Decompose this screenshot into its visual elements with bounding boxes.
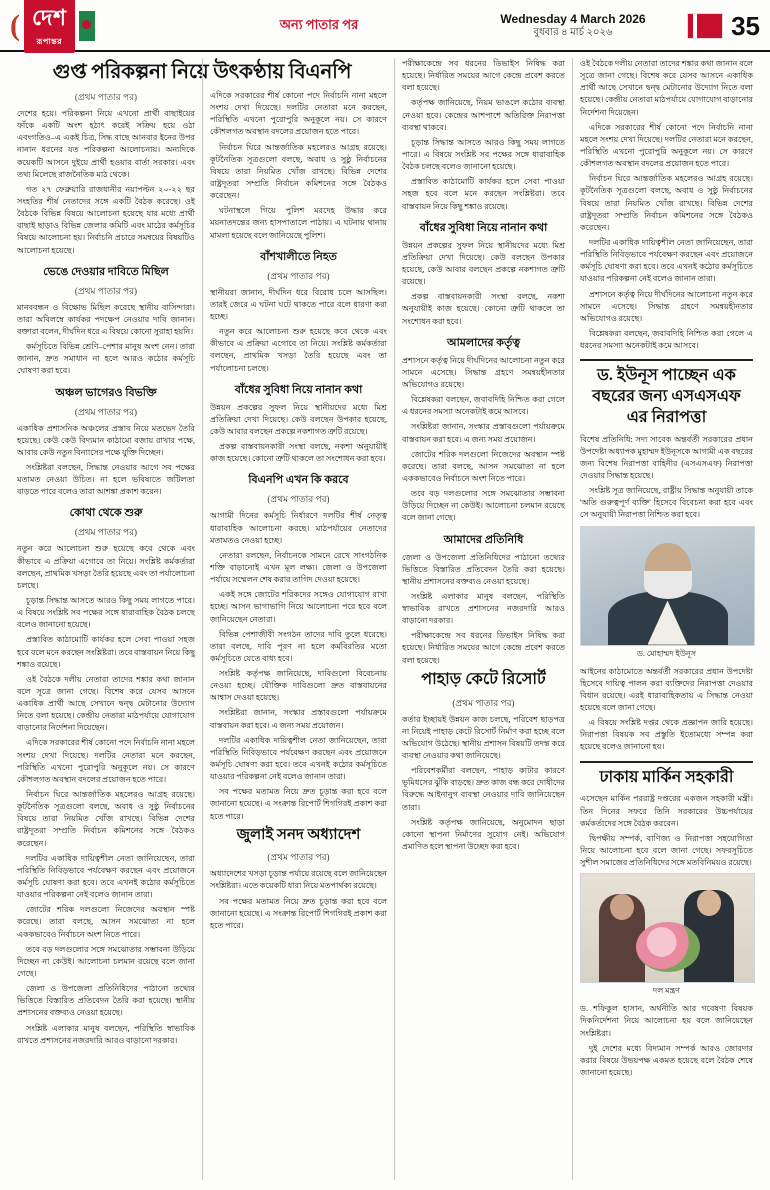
- sub-paragraph: আগামী দিনের কর্মসূচি নির্ধারণে দলটির শীর্ষ নেতৃত্ব ধারাবাহিক আলোচনা করছে। মাঠপর্যায়ের নেতাদের মতামতও নেওয়া হচ্ছে।: [210, 511, 387, 545]
- block-paragraph: সংশ্লিষ্টরা জানান, সংস্কার প্রস্তাবগুলো পর্যায়ক্রমে বাস্তবায়ন করা হবে। এ জন্য সময় প্রয়োজন।: [210, 708, 387, 730]
- subhead: বিএনপি এখন কি করবে: [248, 474, 349, 487]
- yunus-paragraph: বিশেষ প্রতিনিধি: সদ্য সাবেক অন্তর্বর্তী সরকারের প্রধান উপদেষ্টা অধ্যাপক মুহাম্মদ ইউনূসকে আগামী এক বছরের জন্য বিশেষ নিরাপত্তা বাহিনীর (এসএসএফ) নিরাপত্তা দেওয়ার সিদ্ধান্ত হয়েছে।: [580, 434, 753, 481]
- us-photo-caption: দল মন্ত্রণ: [653, 986, 680, 996]
- hill-resort-headline: পাহাড় কেটে রিসোর্ট: [421, 670, 546, 688]
- us-paragraph: এসেছেন মার্কিন পররাষ্ট্র দপ্তরের একজন সহকারী মন্ত্রী। তিন দিনের সফরে তিনি সরকারের উচ্চপর্যায়ের কর্মকর্তাদের সঙ্গে বৈঠক করবেন।: [580, 794, 753, 828]
- july-charter-headline: জুলাই সনদ অধ্যাদেশ: [236, 826, 361, 843]
- section-label: অন্য পাতার পর: [279, 16, 359, 32]
- sub-paragraph: ঘটনাস্থলে গিয়ে পুলিশ মরদেহ উদ্ধার করে ময়নাতদন্তের জন্য হাসপাতালে পাঠায়। এ ঘটনায় থানায় মামলা হয়েছে বলে জানিয়েছে পুলিশ।: [210, 206, 387, 240]
- block-paragraph: বিশ্লেষকরা বলছেন, জবাবদিহি নিশ্চিত করা গেলে এ ধরনের সমস্যা অনেকটাই কমে আসবে।: [580, 328, 753, 351]
- sub-paragraph: বিভিন্ন পেশাজীবী সংগঠন তাদের দাবি তুলে ধরেছে। তারা বলছে, দাবি পূরণ না হলে কর্মবিরতির মতো কর্মসূচিতে যেতে বাধ্য হবে।: [210, 629, 387, 663]
- lead-paragraph: এদিকে সরকারের শীর্ষ কোনো পদে নির্বাচনি নানা মহলে সংশয় দেখা দিয়েছে। দলটির নেতারা মনে করছেন, পরিস্থিতি এখনো পুরোপুরি অনুকূলে নয়। সে কারণে কৌশলগত অবস্থান বদলের প্রয়োজন হতে পারে।: [210, 91, 387, 137]
- subhead-jump: (প্রথম পাতার পর): [452, 697, 515, 708]
- sub-paragraph: সব পক্ষের মতামত নিয়ে দ্রুত চূড়ান্ত করা হবে বলে জানানো হয়েছে। এ সংক্রান্ত রিপোর্ট শিগগিরই প্রকাশ করা হতে পারে।: [210, 787, 387, 821]
- column-2: [202, 58, 394, 1180]
- block-paragraph: পরীক্ষাকেন্দ্রে সব ধরনের ডিভাইস নিষিদ্ধ করা হয়েছে। নির্ধারিত সময়ের আগে কেন্দ্রে প্রবেশ করতে বলা হয়েছে।: [402, 631, 565, 665]
- page-number: 35: [731, 10, 760, 41]
- yunus-photo-caption: ড. মোহাম্মদ ইউনূস: [636, 648, 696, 658]
- sub-paragraph: একাধিক প্রশাসনিক অঞ্চলের প্রস্তাব নিয়ে মতভেদ তৈরি হয়েছে। কেউ কেউ বিদ্যমান কাঠামো বজায় রাখার পক্ষে, আবার কেউ নতুন বিন্যাসের পক্ষে যুক্তি দিচ্ছেন।: [17, 423, 195, 457]
- subhead: অঞ্চল ভাগেরও বিভক্তি: [55, 386, 157, 399]
- sub-paragraph: জেলা ও উপজেলা প্রতিনিধিদের পাঠানো তথ্যের ভিত্তিতে বিস্তারিত প্রতিবেদন তৈরি করা হয়েছে। স্থানীয় প্রশাসনের বক্তব্যও নেওয়া হয়েছে।: [402, 552, 565, 586]
- us-official-headline: ঢাকায় মার্কিন সহকারী: [599, 768, 734, 786]
- lead-jump-note: (প্রথম পাতার পর): [74, 92, 138, 102]
- newspaper-logo[interactable]: [10, 0, 160, 53]
- subhead-jump: (প্রথম পাতার পর): [267, 270, 330, 281]
- lead-paragraph: নির্বাচন ঘিরে আন্তর্জাতিক মহলেরও আগ্রহ রয়েছে। কূটনৈতিক সূত্রগুলো বলছে, অবাধ ও সুষ্ঠু নির্বাচনের বিষয়ে তারা নিয়মিত খোঁজ রাখছে। বিভিন্ন দেশের রাষ্ট্রদূতরা সম্প্রতি নির্বাচন কমিশনের সঙ্গে বৈঠকও করেছেন।: [210, 142, 387, 201]
- sub-paragraph: সংশ্লিষ্ট এলাকার মানুষ বলছেন, পরিস্থিতি স্বাভাবিক রাখতে প্রশাসনের নজরদারি আরও বাড়ানো দরকার।: [402, 591, 565, 626]
- subhead-jump: (প্রথম পাতার পর): [74, 406, 138, 417]
- lead-paragraph: এদিকে সরকারের শীর্ষ কোনো পদে নির্বাচনি নানা মহলে সংশয় দেখা দিয়েছে। দলটির নেতারা মনে করছেন, পরিস্থিতি এখনো পুরোপুরি অনুকূলে নয়। সে কারণে কৌশলগত অবস্থান বদলের প্রয়োজন হতে পারে।: [580, 122, 753, 169]
- block-paragraph: বিশ্লেষকরা বলছেন, জবাবদিহি নিশ্চিত করা গেলে এ ধরনের সমস্যা অনেকটাই কমে আসবে।: [402, 395, 565, 417]
- photo-flower-bouquet: [636, 922, 700, 972]
- page-number-block: [668, 11, 760, 42]
- sub-paragraph: চূড়ান্ত সিদ্ধান্ত আসতে আরও কিছু সময় লাগতে পারে। এ বিষয়ে সংশ্লিষ্ট সব পক্ষের সঙ্গে ধারাবাহিক বৈঠক চলছে বলেও জানানো হয়েছে।: [402, 137, 565, 172]
- yunus-paragraph: আইনের কাঠামোতে অন্তর্বর্তী সরকারের প্রধান উপদেষ্টা হিসেবে দায়িত্ব পালন করা ব্যক্তিদের নিরাপত্তা দেওয়ার বিধান রয়েছে। এরই ধারাবাহিকতায় এ সিদ্ধান্ত নেওয়া হয়েছে বলে জানা গেছে।: [580, 666, 753, 713]
- subhead: বাঁশখালীতে নিহত: [260, 250, 337, 263]
- lead-paragraph: নির্বাচন ঘিরে আন্তর্জাতিক মহলেরও আগ্রহ রয়েছে। কূটনৈতিক সূত্রগুলো বলছে, অবাধ ও সুষ্ঠু নির্বাচনের বিষয়ে তারা নিয়মিত খোঁজ রাখছে। বিভিন্ন দেশের রাষ্ট্রদূতরা সম্প্রতি নির্বাচন কমিশনের সঙ্গে বৈঠকও করেছেন।: [17, 790, 195, 848]
- sub-paragraph: মানববন্ধন ও বিক্ষোভ মিছিল করেছে স্থানীয় বাসিন্দারা। তারা অবিলম্বে কার্যকর পদক্ষেপ নেওয়ার দাবি জানান। বক্তারা বলেন, দীর্ঘদিন ধরে এ বিষয়ে কোনো সুরাহা হয়নি।: [17, 302, 195, 336]
- lead-paragraph: দলটির একাধিক দায়িত্বশীল নেতা জানিয়েছেন, তারা পরিস্থিতি নিবিড়ভাবে পর্যবেক্ষণ করছেন এবং প্রয়োজনে কর্মসূচি ঘোষণা করা হবে। তবে এখনই কঠোর কর্মসূচিতে যাওয়ার পরিকল্পনা নেই বলেও জানান তারা।: [210, 735, 387, 782]
- us-bottom-paragraph: দুই দেশের মধ্যে বিদ্যমান সম্পর্ক আরও জোরদার করার বিষয়ে উভয়পক্ষ একমত হয়েছে বলে বৈঠক শেষে জানানো হয়েছে।: [580, 1043, 753, 1077]
- sub-paragraph: কর্মসূচিতে বিভিন্ন শ্রেণি–পেশার মানুষ অংশ নেন। তারা জানান, দ্রুত সমাধান না হলে আরও কঠোর কর্মসূচি ঘোষণা করা হবে।: [17, 342, 195, 376]
- sub-paragraph: চূড়ান্ত সিদ্ধান্ত আসতে আরও কিছু সময় লাগতে পারে। এ বিষয়ে সংশ্লিষ্ট সব পক্ষের সঙ্গে ধারাবাহিক বৈঠক চলছে বলেও জানানো হয়েছে।: [17, 595, 195, 630]
- section-divider: [580, 359, 753, 361]
- sub-paragraph: অধ্যাদেশের খসড়া চূড়ান্ত পর্যায়ে রয়েছে বলে জানিয়েছেন সংশ্লিষ্টরা। এতে কয়েকটি ধারা নিয়ে মতপার্থক্য রয়েছে।: [210, 869, 387, 891]
- column-3: [394, 58, 572, 1180]
- subhead: কোথা থেকে শুরু: [69, 507, 143, 520]
- subhead: আমলাদের কর্তৃত্ব: [446, 336, 521, 349]
- lead-paragraph: দেশের হয়ে। পরিকল্পনা নিয়ে এখনো প্রার্থী বাছাইয়ের ফাঁকে একটি অংশ হঠাৎ করেই সক্রিয় হয়ে ওঠা এবংগতিও–এ একই চিত্র, সিদ্ধ বাছে আনবার ইনের উপর নানান ধরনের যত পরিকল্পনা আলোচনায়। অন্যদিকে কয়েকটি আসনে দুইয়ে প্রার্থী হওয়ার বার্তা সরকার। এবং তথ্য মিলেছে রাজনৈতিক মাঠ থেকে।: [17, 109, 195, 179]
- sub-paragraph: প্রস্তাবিত কাঠামোটি কার্যকর হলে সেবা পাওয়া সহজ হবে বলে মনে করছেন সংশ্লিষ্টরা। তবে বাস্তবায়ন নিয়ে কিছু শঙ্কাও রয়েছে।: [17, 635, 195, 669]
- block-paragraph: প্রশাসনে কর্তৃত্ব নিয়ে দীর্ঘদিনের আলোচনা নতুন করে সামনে এসেছে। সিদ্ধান্ত গ্রহণে সমন্বয়হীনতার অভিযোগও রয়েছে।: [402, 355, 565, 389]
- subhead: ভেঙে দেওয়ার দাবিতে মিছিল: [43, 265, 169, 278]
- subhead: বাঁধের সুবিধা নিয়ে নানান কথা: [234, 383, 363, 396]
- date-english: Wednesday 4 March 2026: [500, 12, 646, 27]
- subhead-jump: (প্রথম পাতার পর): [267, 494, 330, 505]
- sub-paragraph: সব পক্ষের মতামত নিয়ে দ্রুত চূড়ান্ত করা হবে বলে জানানো হয়েছে। এ সংক্রান্ত রিপোর্ট শিগগিরই প্রকাশ করা হতে পারে।: [210, 896, 387, 930]
- lead-paragraph: ওই বৈঠকে দলীয় নেতারা তাদের শঙ্কার কথা জানান বলে সূত্রে জানা গেছে। বিশেষ করে যেসব আসনে একাধিক প্রার্থী আছে সেখানে দ্বন্দ্ব মেটানোর উদ্যোগ নিতে বলা হয়েছে। কেন্দ্রীয় নেতারা মাঠপর্যায়ে যোগাযোগ বাড়ানোর নির্দেশনা দিয়েছেন।: [580, 59, 753, 117]
- section-divider-2: [580, 761, 753, 763]
- subhead-jump: (প্রথম পাতার পর): [74, 527, 138, 538]
- bangladesh-flag-icon: [79, 11, 95, 41]
- block-paragraph: পরীক্ষাকেন্দ্রে সব ধরনের ডিভাইস নিষিদ্ধ করা হয়েছে। নির্ধারিত সময়ের আগে কেন্দ্রে প্রবেশ করতে বলা হয়েছে।: [402, 59, 565, 93]
- lead-paragraph: নির্বাচন ঘিরে আন্তর্জাতিক মহলেরও আগ্রহ রয়েছে। কূটনৈতিক সূত্রগুলো বলছে, অবাধ ও সুষ্ঠু নির্বাচনের বিষয়ে তারা নিয়মিত খোঁজ রাখছে। বিভিন্ন দেশের রাষ্ট্রদূতরা সম্প্রতি নির্বাচন কমিশনের সঙ্গে বৈঠকও করেছেন।: [580, 174, 753, 232]
- subhead-jump: (প্রথম পাতার পর): [267, 852, 330, 863]
- sub-paragraph: সংশ্লিষ্ট কর্তৃপক্ষ জানিয়েছে, অনুমোদন ছাড়া কোনো স্থাপনা নির্মাণের সুযোগ নেই। অভিযোগ প্রমাণিত হলে স্থাপনা উচ্ছেদ করা হবে।: [402, 817, 565, 851]
- logo-c-icon: (: [10, 9, 20, 42]
- subhead: বাঁধের সুবিধা নিয়ে নানান কথা: [419, 221, 548, 234]
- sub-paragraph: তবে বড় দলগুলোর সঙ্গে সমঝোতার সম্ভাবনা উড়িয়ে দিচ্ছেন না কেউই। আলোচনা চলমান রয়েছে বলে জানা গেছে।: [17, 944, 195, 979]
- block-paragraph: প্রকল্প বাস্তবায়নকারী সংস্থা বলছে, নকশা অনুযায়ীই কাজ হয়েছে। কোনো ত্রুটি থাকলে তা সংশোধন করা হবে।: [210, 442, 387, 464]
- yunus-photo: [580, 526, 755, 646]
- masthead: [0, 0, 770, 52]
- yunus-story-headline: ড. ইউনূস পাচ্ছেন এক বছরের জন্য এসএসএফ এর নিরাপত্তা: [592, 367, 741, 426]
- lead-paragraph: দলটির একাধিক দায়িত্বশীল নেতা জানিয়েছেন, তারা পরিস্থিতি নিবিড়ভাবে পর্যবেক্ষণ করছেন এবং প্রয়োজনে কর্মসূচি ঘোষণা করা হবে। তবে এখনই কঠোর কর্মসূচিতে যাওয়ার পরিকল্পনা নেই বলেও জানান তারা।: [580, 237, 753, 284]
- yunus-paragraph: এ বিষয়ে সংশ্লিষ্ট দপ্তর থেকে প্রজ্ঞাপন জারি হয়েছে। নিরাপত্তা বিষয়ক সব প্রস্তুতি ইতোমধ্যে সম্পন্ন করা হয়েছে বলেও জানানো হয়।: [580, 718, 753, 752]
- lead-paragraph: ওই বৈঠকে দলীয় নেতারা তাদের শঙ্কার কথা জানান বলে সূত্রে জানা গেছে। বিশেষ করে যেসব আসনে একাধিক প্রার্থী আছে সেখানে দ্বন্দ্ব মেটানোর উদ্যোগ নিতে বলা হয়েছে। কেন্দ্রীয় নেতারা মাঠপর্যায়ে যোগাযোগ বাড়ানোর নির্দেশনা দিয়েছেন।: [17, 674, 195, 733]
- sub-paragraph: সংশ্লিষ্টরা বলছেন, সিদ্ধান্ত নেওয়ার আগে সব পক্ষের মতামত নেওয়া উচিত। না হলে ভবিষ্যতে জটিলতা বাড়তে পারে বলেও তারা আশঙ্কা প্রকাশ করেন।: [17, 462, 195, 497]
- sub-paragraph: স্থানীয়রা জানান, দীর্ঘদিন ধরে বিরোধ চলে আসছিল। তারই জেরে এ ঘটনা ঘটে থাকতে পারে বলে ধারণা করা হচ্ছে।: [210, 287, 387, 321]
- lead-paragraph: দলটির একাধিক দায়িত্বশীল নেতা জানিয়েছেন, তারা পরিস্থিতি নিবিড়ভাবে পর্যবেক্ষণ করছেন এবং প্রয়োজনে কর্মসূচি ঘোষণা করা হবে। তবে এখনই কঠোর কর্মসূচিতে যাওয়ার পরিকল্পনা নেই বলেও জানান তারা।: [17, 853, 195, 900]
- sub-paragraph: একই সঙ্গে জোটের শরিকদের সঙ্গেও যোগাযোগ রাখা হচ্ছে। আসন ভাগাভাগি নিয়ে আলোচনা পরে হবে বলে জানিয়েছেন নেতারা।: [210, 590, 387, 624]
- logo-word: দেশ রূপান্তর: [24, 0, 75, 53]
- page-content: [0, 52, 770, 1190]
- photo-figure-beard: [644, 571, 692, 599]
- sub-paragraph: সংশ্লিষ্ট এলাকার মানুষ বলছেন, পরিস্থিতি স্বাভাবিক রাখতে প্রশাসনের নজরদারি আরও বাড়ানো দরকার।: [17, 1023, 195, 1045]
- subhead-jump: (প্রথম পাতার পর): [74, 285, 138, 296]
- lead-paragraph: এদিকে সরকারের শীর্ষ কোনো পদে নির্বাচনি নানা মহলে সংশয় দেখা দিয়েছে। দলটির নেতারা মনে করছেন, পরিস্থিতি এখনো পুরোপুরি অনুকূলে নয়। সে কারণে কৌশলগত অবস্থান বদলের প্রয়োজন হতে পারে।: [17, 738, 195, 784]
- sub-paragraph: জেলা ও উপজেলা প্রতিনিধিদের পাঠানো তথ্যের ভিত্তিতে বিস্তারিত প্রতিবেদন তৈরি করা হয়েছে। স্থানীয় প্রশাসনের বক্তব্যও নেওয়া হয়েছে।: [17, 984, 195, 1018]
- column-4: [572, 58, 760, 1180]
- us-official-photo: [580, 873, 755, 983]
- sub-paragraph: কর্তার ইচ্ছায়ই উন্নয়ন কাজ চলছে, পরিবেশ ছাড়পত্র না নিয়েই পাহাড় কেটে রিসোর্ট নির্মাণ করা হচ্ছে বলে অভিযোগ উঠেছে। স্থানীয় প্রশাসন বিষয়টি তদন্ত করে ব্যবস্থা নেওয়ার কথা জানিয়েছে।: [402, 714, 565, 760]
- headline-spacer-2: [210, 58, 387, 90]
- block-paragraph: উন্নয়ন প্রকল্পের সুফল নিয়ে স্থানীয়দের মধ্যে মিশ্র প্রতিক্রিয়া দেখা দিয়েছে। কেউ বলছেন উপকার হয়েছে, কেউ আবার বলছেন প্রকল্পে নকশাগত ত্রুটি রয়েছে।: [210, 402, 387, 436]
- date-block: [478, 12, 668, 40]
- sub-paragraph: নতুন করে আলোচনা শুরু হয়েছে কবে থেকে এবং কীভাবে এ প্রক্রিয়া এগোবে তা নিয়ে। সংশ্লিষ্ট কর্মকর্তারা বলছেন, প্রাথমিক খসড়া তৈরি হয়েছে এবং তা পর্যালোচনা চলছে।: [210, 327, 387, 373]
- us-paragraph: দ্বিপক্ষীয় সম্পর্ক, বাণিজ্য ও নিরাপত্তা সহযোগিতা নিয়ে আলোচনা হবে বলে জানা গেছে। সফরসূচিতে সুশীল সমাজের প্রতিনিধিদের সঙ্গে মতবিনিময়ও রয়েছে।: [580, 833, 753, 868]
- block-paragraph: কর্তৃপক্ষ জানিয়েছে, নিয়ম ভাঙলে কঠোর ব্যবস্থা নেওয়া হবে। কেন্দ্রের আশপাশে অতিরিক্ত নিরাপত্তা ব্যবস্থা থাকবে।: [402, 98, 565, 132]
- sub-paragraph: নতুন করে আলোচনা শুরু হয়েছে কবে থেকে এবং কীভাবে এ প্রক্রিয়া এগোবে তা নিয়ে। সংশ্লিষ্ট কর্মকর্তারা বলছেন, প্রাথমিক খসড়া তৈরি হয়েছে এবং তা পর্যালোচনা চলছে।: [17, 544, 195, 590]
- sub-paragraph: নেতারা বলছেন, নির্বাচনকে সামনে রেখে সাংগঠনিক শক্তি বাড়ানোই এখন মূল লক্ষ্য। জেলা ও উপজেলা পর্যায়ে সম্মেলন শেষ করার তাগিদ দেওয়া হয়েছে।: [210, 550, 387, 585]
- sub-paragraph: সংশ্লিষ্ট কর্তৃপক্ষ জানিয়েছে, দাবিগুলো বিবেচনায় নেওয়া হচ্ছে। যৌক্তিক দাবিগুলো দ্রুত বাস্তবায়নের আশ্বাস দেওয়া হয়েছে।: [210, 669, 387, 703]
- lead-paragraph: গত ২৭ ফেব্রুয়ারি রাজধানীর নয়াপল্টন ২০-২২ ছর সংহতির শীর্ষ নেতাদের সঙ্গে একটি বৈঠক করেছে। ওই বৈঠকে বিভিন্ন বিষয়ে আলোচনা হয়েছে যার মধ্যে প্রার্থী বাছাই ছাড়াও বিভিন্ন জেলার কমিটি এবং মাঠের কর্মসূচির বিষয়ে আলোচনা হয়। নির্বাচনি প্রচারে সমন্বয়ের বিষয়টিও আলোচনা হয়েছে।: [17, 184, 195, 255]
- sub-paragraph: প্রস্তাবিত কাঠামোটি কার্যকর হলে সেবা পাওয়া সহজ হবে বলে মনে করছেন সংশ্লিষ্টরা। তবে বাস্তবায়ন নিয়ে কিছু শঙ্কাও রয়েছে।: [402, 177, 565, 211]
- block-paragraph: প্রশাসনে কর্তৃত্ব নিয়ে দীর্ঘদিনের আলোচনা নতুন করে সামনে এসেছে। সিদ্ধান্ত গ্রহণে সমন্বয়হীনতার অভিযোগও রয়েছে।: [580, 289, 753, 323]
- logo-subtitle: রূপান্তর: [36, 37, 62, 46]
- date-bangla: বুধবার ৪ মার্চ ২০২৬: [533, 27, 613, 39]
- sub-paragraph: জোটের শরিক দলগুলো নিজেদের অবস্থান স্পষ্ট করেছে। তারা বলছে, আসন সমঝোতা না হলে এককভাবেও নির্বাচনে অংশ নিতে পারে।: [17, 905, 195, 939]
- sub-paragraph: তবে বড় দলগুলোর সঙ্গে সমঝোতার সম্ভাবনা উড়িয়ে দিচ্ছেন না কেউই। আলোচনা চলমান রয়েছে বলে জানা গেছে।: [402, 489, 565, 523]
- lead-headline: গুপ্ত পরিকল্পনা নিয়ে উৎকণ্ঠায় বিএনপি: [52, 61, 352, 83]
- sub-paragraph: জোটের শরিক দলগুলো নিজেদের অবস্থান স্পষ্ট করেছে। তারা বলছে, আসন সমঝোতা না হলে এককভাবেও নির্বাচনে অংশ নিতে পারে।: [402, 449, 565, 483]
- subhead: আমাদের প্রতিনিধি: [443, 533, 524, 546]
- yunus-paragraph: সংশ্লিষ্ট সূত্র জানিয়েছে, রাষ্ট্রীয় সিদ্ধান্ত অনুযায়ী তাকে 'অতি গুরুত্বপূর্ণ ব্যক্তি' হিসেবে বিবেচনা করা হবে এবং সে অনুযায়ী নিরাপত্তা নিশ্চিত করা হবে।: [580, 486, 753, 520]
- us-bottom-paragraph: ড. শফিকুল হাসান, অর্থনীতি আর গবেষণা বিষয়ক দিকনির্দেশনা নিয়ে আলোচনা হয় বলে জানিয়েছেন সংশ্লিষ্টরা।: [580, 1004, 753, 1038]
- block-paragraph: সংশ্লিষ্টরা জানান, সংস্কার প্রস্তাবগুলো পর্যায়ক্রমে বাস্তবায়ন করা হবে। এ জন্য সময় প্রয়োজন।: [402, 422, 565, 444]
- block-paragraph: প্রকল্প বাস্তবায়নকারী সংস্থা বলছে, নকশা অনুযায়ীই কাজ হয়েছে। কোনো ত্রুটি থাকলে তা সংশোধন করা হবে।: [402, 292, 565, 326]
- block-paragraph: উন্নয়ন প্রকল্পের সুফল নিয়ে স্থানীয়দের মধ্যে মিশ্র প্রতিক্রিয়া দেখা দিয়েছে। কেউ বলছেন উপকার হয়েছে, কেউ আবার বলছেন প্রকল্পে নকশাগত ত্রুটি রয়েছে।: [402, 240, 565, 287]
- sub-paragraph: পরিবেশকর্মীরা বলছেন, পাহাড় কাটার কারণে ভূমিধসের ঝুঁকি বাড়ছে। দ্রুত কাজ বন্ধ করে দোষীদের বিরুদ্ধে আইনানুগ ব্যবস্থা নেওয়ার দাবি জানিয়েছেন তারা।: [402, 766, 565, 812]
- flag-icon: [687, 13, 723, 39]
